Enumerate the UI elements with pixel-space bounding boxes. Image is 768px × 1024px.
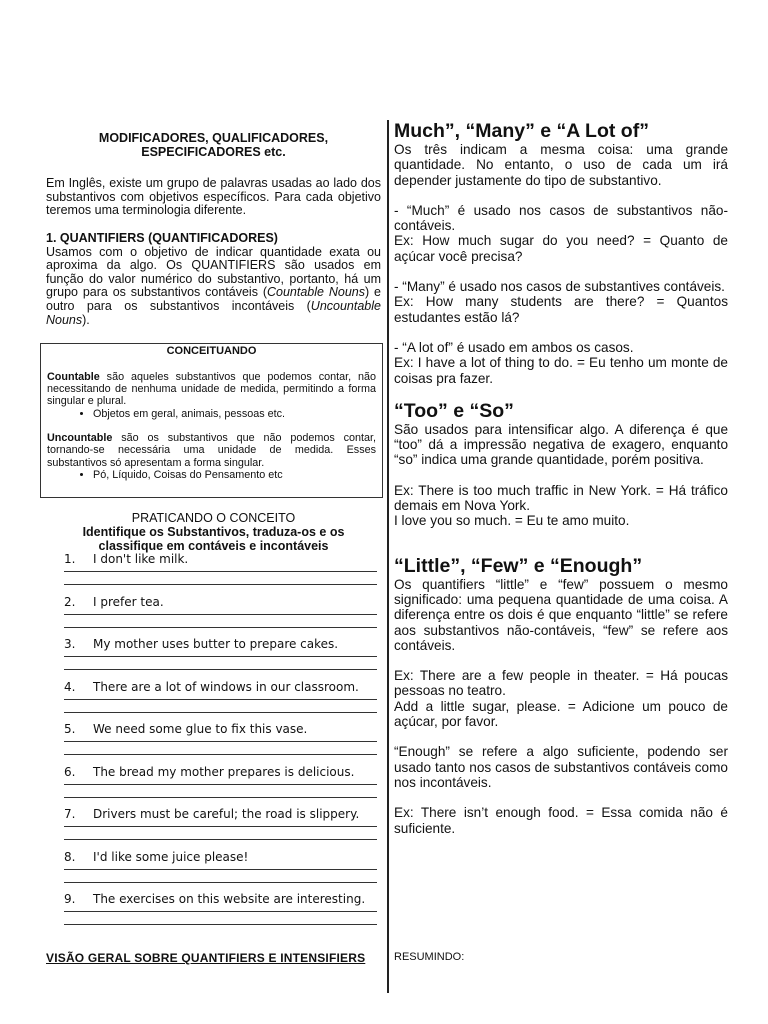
paragraph: Os três indicam a mesma coisa: uma grande quantidade. No entanto, o uso de cada um irá depender justamente do tipo de substantivo.: [394, 142, 728, 188]
exercise-item: [64, 892, 377, 935]
heading-much-many: Much”, “Many” e “A Lot of”: [394, 120, 649, 142]
column-divider: [387, 120, 389, 993]
exercise-number: 1.: [64, 552, 76, 566]
exercise-number: 3.: [64, 637, 76, 651]
section-text: Usamos com o objetivo de indicar quantidade exata ou aproxima da algo. Os QUANTIFIERS são usados em função do valor numérico do substantivo, portanto, há um grupo para os substantivos contáveis (Countable Nouns) e outro para os substantivos incontáveis (Uncountable Nouns).: [46, 244, 381, 327]
section-heading: 1. QUANTIFIERS (QUANTIFICADORES): [46, 231, 278, 245]
exercise-item: [64, 850, 377, 893]
paragraph: Add a little sugar, please. = Adicione um pouco de açúcar, por favor.: [394, 698, 728, 730]
exercise-sentence: I don't like milk.: [93, 552, 189, 566]
answer-line[interactable]: [64, 924, 377, 925]
exercise-item: [64, 722, 377, 765]
exercise-number: 6.: [64, 764, 76, 779]
paragraph: “Enough” se refere a algo suficiente, podendo ser usado tanto nos casos de substantivos contáveis como nos incontáveis.: [394, 744, 728, 790]
exercise-item: [64, 807, 377, 850]
answer-line[interactable]: [64, 882, 377, 883]
answer-line[interactable]: [64, 741, 377, 742]
paragraph: Ex: There is too much traffic in New York. = Há tráfico demais em Nova York.: [394, 482, 728, 514]
answer-line[interactable]: [64, 784, 377, 785]
title-line-2: ESPECIFICADORES etc.: [141, 145, 286, 159]
answer-line[interactable]: [64, 797, 377, 798]
countable-list: • Objetos em geral, animais, pessoas etc.: [47, 408, 376, 421]
exercise-sentence: The exercises on this website are interesting.: [93, 892, 366, 906]
paragraph: - “Many” é usado nos casos de substantives contáveis.: [394, 279, 725, 295]
paragraph: Ex: There isn’t enough food. = Essa comida não é suficiente.: [394, 805, 728, 836]
heading-too-so: “Too” e “So”: [394, 399, 514, 422]
paragraph: Ex: I have a lot of thing to do. = Eu tenho um monte de coisas pra fazer.: [394, 355, 728, 386]
exercise-sentence: My mother uses butter to prepare cakes.: [93, 637, 339, 651]
answer-line[interactable]: [64, 669, 377, 670]
exercise-sentence: We need some glue to fix this vase.: [93, 722, 308, 736]
answer-line[interactable]: [64, 754, 377, 755]
answer-line[interactable]: [64, 627, 377, 628]
practice-title: PRATICANDO O CONCEITO: [131, 511, 296, 525]
practice-header: [46, 511, 381, 553]
box-title: CONCEITUANDO: [166, 345, 257, 357]
left-title: [46, 131, 381, 159]
exercise-item: [64, 680, 377, 723]
exercise-number: 2.: [64, 594, 76, 609]
answer-line[interactable]: [64, 571, 377, 572]
exercise-item: [64, 595, 377, 638]
exercise-number: 8.: [64, 849, 76, 864]
exercise-item: [64, 765, 377, 808]
exercise-number: 4.: [64, 679, 76, 694]
summary-label: RESUMINDO:: [394, 951, 465, 963]
exercise-item: [64, 552, 377, 595]
exercise-sentence: The bread my mother prepares is delicious.: [93, 764, 355, 779]
uncountable-list: • Pó, Líquido, Coisas do Pensamento etc: [47, 469, 376, 482]
exercise-sentence: Drivers must be careful; the road is slippery.: [93, 807, 360, 821]
answer-line[interactable]: [64, 911, 377, 912]
answer-line[interactable]: [64, 826, 377, 827]
exercise-sentence: I'd like some juice please!: [93, 849, 249, 864]
paragraph: - “Much” é usado nos casos de substantivos não-contáveis.: [394, 202, 728, 234]
exercise-list: [64, 552, 377, 935]
answer-line[interactable]: [64, 656, 377, 657]
paragraph: - “A lot of” é usado em ambos os casos.: [394, 339, 634, 355]
answer-line[interactable]: [64, 839, 377, 840]
paragraph: Ex: There are a few people in theater. = Há poucas pessoas no teatro.: [394, 668, 728, 699]
exercise-number: 5.: [64, 722, 76, 736]
practice-instruction-2: classifique em contáveis e incontáveis: [98, 539, 329, 553]
countable-definition: Countable são aqueles substantivos que podemos contar, não necessitando de nenhuma unidade de medida, permitindo a forma singular e plural.: [47, 371, 376, 408]
answer-line[interactable]: [64, 869, 377, 870]
exercise-number: 9.: [64, 892, 76, 906]
answer-line[interactable]: [64, 584, 377, 585]
section-quantifiers: [46, 232, 381, 327]
practice-instruction-1: Identifique os Substantivos, traduza-os e os: [82, 525, 345, 539]
answer-line[interactable]: [64, 712, 377, 713]
exercise-number: 7.: [64, 807, 76, 821]
paragraph: Ex: How much sugar do you need? = Quanto de açúcar você precisa?: [394, 233, 728, 264]
concept-box: [40, 343, 383, 498]
answer-line[interactable]: [64, 614, 377, 615]
paragraph: Ex: How many students are there? = Quantos estudantes estão lá?: [394, 294, 728, 325]
title-line-1: MODIFICADORES, QUALIFICADORES,: [98, 131, 329, 145]
intro-paragraph: Em Inglês, existe um grupo de palavras usadas ao lado dos substantivos com objetivos específicos. Para cada objetivo teremos uma terminologia diferente.: [46, 176, 381, 218]
heading-little-few-enough: “Little”, “Few” e “Enough”: [394, 554, 643, 577]
exercise-item: [64, 637, 377, 680]
overview-heading: VISÃO GERAL SOBRE QUANTIFIERS E INTENSIFIERS: [46, 951, 366, 965]
answer-line[interactable]: [64, 699, 377, 700]
uncountable-definition: Uncountable são os substantivos que não podemos contar, tornando-se necessária uma unidade de medida. Esses substantivos só apresentam a forma singular.: [47, 432, 376, 469]
paragraph: Os quantifiers “little” e “few” possuem o mesmo significado: uma pequena quantidade de uma coisa. A diferença entre os dois é que enquanto “little” se refere aos substantivos não-contáveis, “few” se refere aos contáveis.: [394, 576, 728, 653]
exercise-sentence: There are a lot of windows in our classroom.: [93, 679, 359, 694]
exercise-sentence: I prefer tea.: [93, 594, 164, 609]
paragraph: São usados para intensificar algo. A diferença é que “too” dá a impressão negativa de exagero, enquanto “so” indica uma grande quantidade, porém positiva.: [394, 421, 728, 468]
paragraph: I love you so much. = Eu te amo muito.: [394, 513, 630, 529]
right-column: [394, 120, 728, 836]
